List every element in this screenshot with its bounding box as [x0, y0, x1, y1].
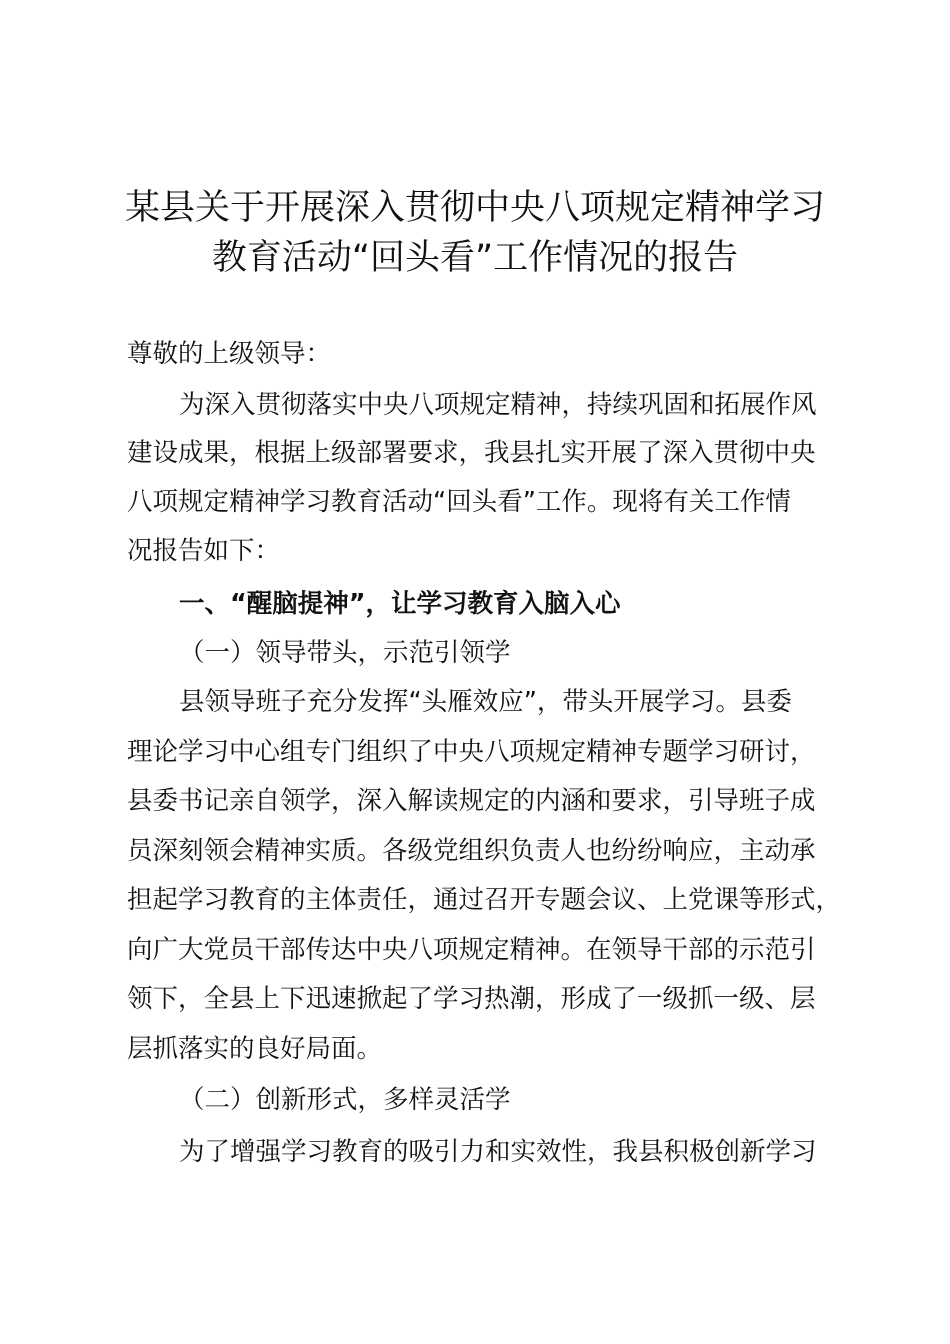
subsection-heading-2: （二）创新形式，多样灵活学	[179, 1085, 511, 1115]
paragraph-line: 担起学习教育的主体责任，通过召开专题会议、上党课等形式，	[127, 885, 842, 915]
paragraph-line: 员深刻领会精神实质。各级党组织负责人也纷纷响应，主动承	[127, 836, 816, 866]
intro-line: 建设成果，根据上级部署要求，我县扎实开展了深入贯彻中央	[127, 438, 816, 468]
salutation: 尊敬的上级领导：	[127, 339, 332, 369]
paragraph-line: 县委书记亲自领学，深入解读规定的内涵和要求，引导班子成	[127, 786, 816, 816]
intro-line: 为深入贯彻落实中央八项规定精神，持续巩固和拓展作风	[179, 390, 817, 420]
paragraph-line: 为了增强学习教育的吸引力和实效性，我县积极创新学习	[179, 1137, 817, 1167]
paragraph-line: 向广大党员干部传达中央八项规定精神。在领导干部的示范引	[127, 935, 816, 965]
document-title-line-1: 某县关于开展深入贯彻中央八项规定精神学习	[124, 188, 825, 228]
document-title-line-2: 教育活动“回头看”工作情况的报告	[211, 238, 739, 278]
intro-line: 况报告如下：	[127, 536, 281, 566]
paragraph-line: 领下，全县上下迅速掀起了学习热潮，形成了一级抓一级、层	[127, 984, 816, 1014]
intro-line: 八项规定精神学习教育活动“回头看”工作。现将有关工作情	[127, 487, 791, 517]
subsection-heading-1: （一）领导带头，示范引领学	[179, 638, 511, 668]
paragraph-line: 县领导班子充分发挥“头雁效应”，带头开展学习。县委	[179, 687, 792, 717]
section-heading-1: 一、“醒脑提神”，让学习教育入脑入心	[179, 589, 621, 619]
paragraph-line: 理论学习中心组专门组织了中央八项规定精神专题学习研讨，	[127, 737, 816, 767]
paragraph-line: 层抓落实的良好局面。	[127, 1034, 383, 1064]
